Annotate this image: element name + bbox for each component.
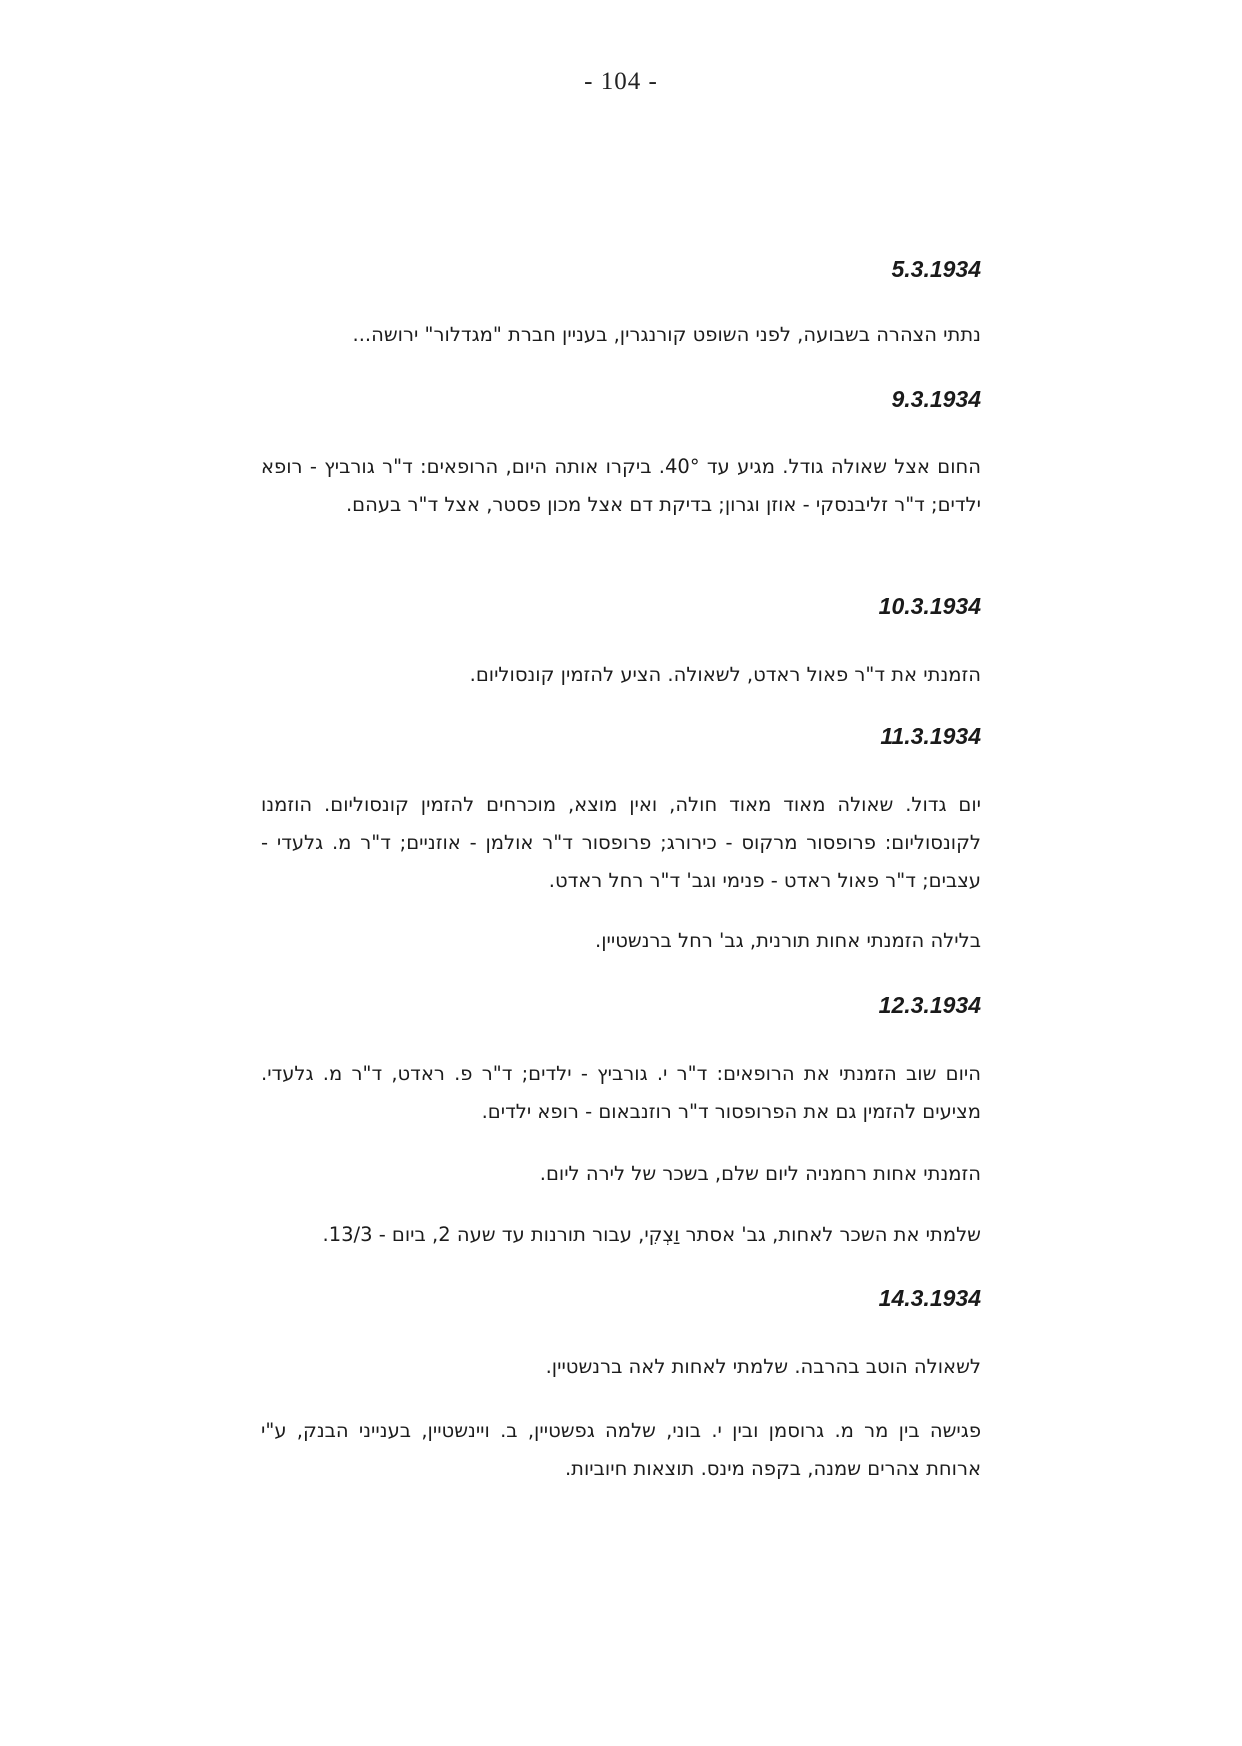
entry-date: 12.3.1934 bbox=[878, 992, 981, 1018]
page-number: - 104 - bbox=[584, 68, 658, 95]
entry-paragraph: שלמתי את השכר לאחות, גב' אסתר וַצְקִי, עבור תורנות עד שעה 2, ביום - 13/3. bbox=[322, 1223, 981, 1246]
entry-paragraph: היום שוב הזמנתי את הרופאים: ד"ר י. גורביץ - ילדים; ד"ר פ. ראדט, ד"ר מ. גלעדי. מציעים להזמין גם את הפרופסור ד"ר רוזנבאום - רופא ילדים. bbox=[261, 1062, 981, 1123]
entry-date: 11.3.1934 bbox=[880, 723, 981, 749]
entry-date: 10.3.1934 bbox=[878, 593, 981, 619]
entry-paragraph: הזמנתי את ד"ר פאול ראדט, לשאולה. הציע להזמין קונסוליום. bbox=[469, 663, 981, 686]
entry-paragraph: נתתי הצהרה בשבועה, לפני השופט קורנגרין, בעניין חברת "מגדלור" ירושה... bbox=[352, 323, 981, 346]
entry-paragraph: פגישה בין מר מ. גרוסמן ובין י. בוני, שלמה גפשטיין, ב. ויינשטיין, בענייני הבנק, ע"י ארוחת צהרים שמנה, בקפה מינס. תוצאות חיוביות. bbox=[261, 1419, 981, 1480]
entry-paragraph: בלילה הזמנתי אחות תורנית, גב' רחל ברנשטיין. bbox=[595, 929, 981, 952]
entry-paragraph: לשאולה הוטב בהרבה. שלמתי לאחות לאה ברנשטיין. bbox=[545, 1355, 981, 1378]
entry-date: 14.3.1934 bbox=[878, 1285, 981, 1311]
entry-date: 5.3.1934 bbox=[891, 256, 981, 282]
entry-paragraph: יום גדול. שאולה מאוד מאוד חולה, ואין מוצא, מוכרחים להזמין קונסוליום. הוזמנו לקונסוליום: פרופסור מרקוס - כירורג; פרופסור ד"ר אולמן - אוזניים; ד"ר מ. גלעדי - עצבים; ד"ר פאול ראדט - פנימי וגב' ד"ר רחל ראדט. bbox=[261, 793, 981, 892]
entry-paragraph: הזמנתי אחות רחמניה ליום שלם, בשכר של לירה ליום. bbox=[539, 1162, 981, 1185]
entry-paragraph: החום אצל שאולה גודל. מגיע עד 40°. ביקרו אותה היום, הרופאים: ד"ר גורביץ - רופא ילדים; ד"ר זליבנסקי - אוזן וגרון; בדיקת דם אצל מכון פסטר, אצל ד"ר בעהם. bbox=[261, 455, 981, 516]
entry-date: 9.3.1934 bbox=[891, 386, 981, 412]
